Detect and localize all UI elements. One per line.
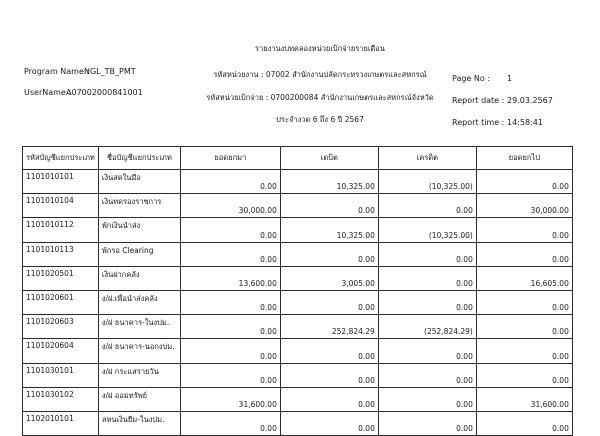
debit-cell: 0.00: [280, 387, 378, 411]
account-name-cell: พักรอ Clearing: [98, 242, 180, 266]
table-row: [23, 363, 573, 387]
brought-forward-cell: 31,600.00: [180, 387, 280, 411]
carried-forward-cell: 16,605.00: [476, 266, 572, 290]
account-name-cell: ง/ฝ กระแสรายวัน: [98, 363, 180, 387]
account-name-cell: เงินฝากคลัง: [98, 266, 180, 290]
report-time-label: Report time :: [452, 118, 505, 127]
debit-cell: 0.00: [280, 411, 378, 435]
carried-forward-cell: 0.00: [476, 242, 572, 266]
table-row: [23, 315, 573, 339]
credit-cell: 0.00: [378, 290, 476, 314]
account-code-cell: 1101020603: [23, 315, 99, 339]
credit-cell: 0.00: [378, 339, 476, 363]
carried-forward-cell: 0.00: [476, 363, 572, 387]
account-code-cell: 1102010101: [23, 411, 99, 435]
period-line: ประจำงวด 6 ถึง 6 ปี 2567: [276, 115, 364, 124]
brought-forward-cell: 30,000.00: [180, 194, 280, 218]
credit-cell: 0.00: [378, 411, 476, 435]
report-date-value: 29.03.2567: [507, 96, 553, 105]
account-name-cell: ง/ฝ ธนาคาร-ในงปม.: [98, 315, 180, 339]
debit-cell: 10,325.00: [280, 170, 378, 194]
username-label: UserName :: [24, 88, 72, 97]
disbursing-unit-line: รหัสหน่วยเบิกจ่าย : 0700200084 สำนักงานเกษตรและสหกรณ์จังหวัด: [206, 93, 434, 102]
column-header-credit: เครดิต: [378, 147, 476, 170]
table-row: [23, 290, 573, 314]
account-name-cell: เงินสดในมือ: [98, 170, 180, 194]
account-code-cell: 1101010113: [23, 242, 99, 266]
account-code-cell: 1101030101: [23, 363, 99, 387]
program-name-value: NGL_TB_PMT: [84, 67, 136, 76]
debit-cell: 0.00: [280, 194, 378, 218]
table-row: [23, 218, 573, 242]
agency-line: รหัสหน่วยงาน : 07002 สำนักงานปลัดกระทรวงเกษตรและสหกรณ์: [213, 70, 427, 79]
account-code-cell: 1101020501: [23, 266, 99, 290]
carried-forward-cell: 0.00: [476, 290, 572, 314]
credit-cell: (252,824.29): [378, 315, 476, 339]
brought-forward-cell: 0.00: [180, 242, 280, 266]
credit-cell: 0.00: [378, 363, 476, 387]
debit-cell: 0.00: [280, 242, 378, 266]
report-date-label: Report date :: [452, 96, 505, 105]
carried-forward-cell: 0.00: [476, 411, 572, 435]
column-header-debit: เดบิต: [280, 147, 378, 170]
account-name-cell: ง/ฝ ธนาคาร-นอกงปม.: [98, 339, 180, 363]
credit-cell: 0.00: [378, 194, 476, 218]
table-row: [23, 194, 573, 218]
column-header-brought-forward: ยอดยกมา: [180, 147, 280, 170]
column-header-account-name: ชื่อบัญชีแยกประเภท: [98, 147, 180, 170]
column-header-carried-forward: ยอดยกไป: [476, 147, 572, 170]
debit-cell: 0.00: [280, 290, 378, 314]
credit-cell: 0.00: [378, 242, 476, 266]
debit-cell: 0.00: [280, 339, 378, 363]
carried-forward-cell: 0.00: [476, 218, 572, 242]
credit-cell: (10,325.00): [378, 218, 476, 242]
username-value: A07002000841001: [66, 88, 143, 97]
table-row: [23, 411, 573, 435]
brought-forward-cell: 0.00: [180, 411, 280, 435]
brought-forward-cell: 0.00: [180, 290, 280, 314]
brought-forward-cell: 0.00: [180, 339, 280, 363]
carried-forward-cell: 31,600.00: [476, 387, 572, 411]
page-no-value: 1: [507, 74, 513, 83]
report-title: รายงานงบทดลองหน่วยเบิกจ่ายรายเดือน: [255, 44, 385, 53]
table-row: [23, 266, 573, 290]
page-no-label: Page No :: [452, 74, 491, 83]
table-row: [23, 242, 573, 266]
account-name-cell: เงินทดรองราชการ: [98, 194, 180, 218]
brought-forward-cell: 0.00: [180, 170, 280, 194]
report-time-value: 14:58:41: [507, 118, 543, 127]
account-code-cell: 1101010112: [23, 218, 99, 242]
brought-forward-cell: 0.00: [180, 363, 280, 387]
account-code-cell: 1101010104: [23, 194, 99, 218]
account-name-cell: ลหนเงินยืม-ในงปม.: [98, 411, 180, 435]
table-row: [23, 339, 573, 363]
brought-forward-cell: 0.00: [180, 218, 280, 242]
table-header-row: [23, 147, 573, 170]
account-code-cell: 1101020601: [23, 290, 99, 314]
debit-cell: 3,005.00: [280, 266, 378, 290]
column-header-account-code: รหัสบัญชีแยกประเภท: [23, 147, 99, 170]
brought-forward-cell: 13,600.00: [180, 266, 280, 290]
debit-cell: 252,824.29: [280, 315, 378, 339]
carried-forward-cell: 0.00: [476, 170, 572, 194]
carried-forward-cell: 0.00: [476, 315, 572, 339]
carried-forward-cell: 0.00: [476, 339, 572, 363]
table-row: [23, 387, 573, 411]
credit-cell: 0.00: [378, 266, 476, 290]
debit-cell: 10,325.00: [280, 218, 378, 242]
account-code-cell: 1101020604: [23, 339, 99, 363]
brought-forward-cell: 0.00: [180, 315, 280, 339]
trial-balance-table: [22, 146, 573, 436]
credit-cell: 0.00: [378, 387, 476, 411]
account-name-cell: ง/ฝ ออมทรัพย์: [98, 387, 180, 411]
account-code-cell: 1101030102: [23, 387, 99, 411]
credit-cell: (10,325.00): [378, 170, 476, 194]
program-name-label: Program Name :: [24, 67, 90, 76]
debit-cell: 0.00: [280, 363, 378, 387]
table-row: [23, 170, 573, 194]
account-code-cell: 1101010101: [23, 170, 99, 194]
carried-forward-cell: 30,000.00: [476, 194, 572, 218]
account-name-cell: ง/ฝ.เพื่อนำส่งคลัง: [98, 290, 180, 314]
account-name-cell: พักเงินนำส่ง: [98, 218, 180, 242]
